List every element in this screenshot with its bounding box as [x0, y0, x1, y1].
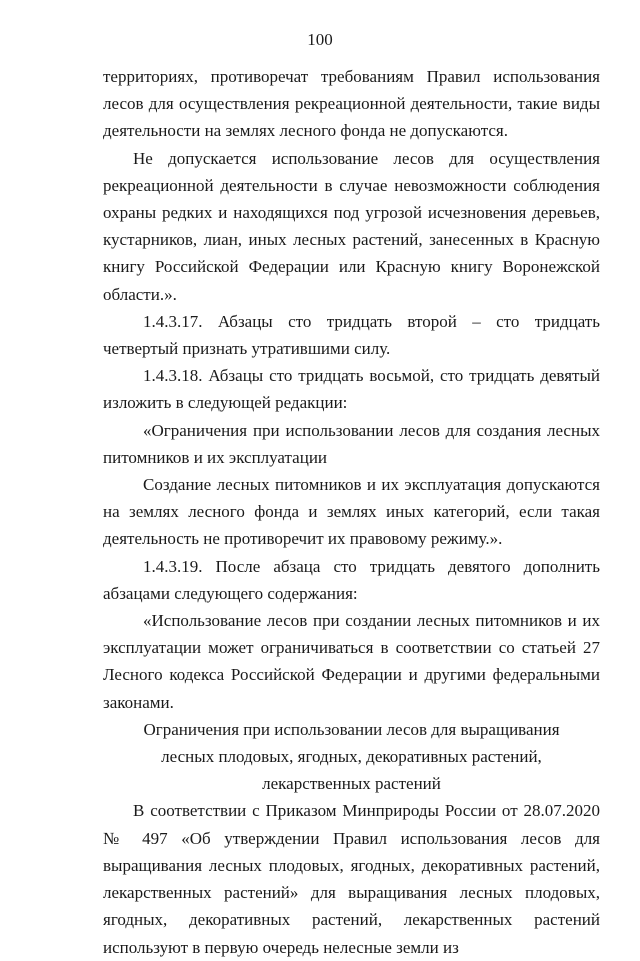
section-heading-plant-cultivation: Ограничения при использовании лесов для выращивания лесных плодовых, ягодных, декоративных растений, лекарственных растений [143, 719, 560, 794]
paragraph-1-4-3-17: 1.4.3.17. Абзацы сто тридцать второй – сто тридцать четвертый признать утратившими силу. [103, 311, 600, 359]
paragraph-1-4-3-19: 1.4.3.19. После абзаца сто тридцать девятого дополнить абзацами следующего содержания: [103, 556, 600, 603]
paragraph-order-497: В соответствии с Приказом Минприроды России от 28.07.2020 № 497 «Об утверждении Правил использования лесов для выращивания лесных плодовых, ягодных, декоративных растений, лекарственных растений» для выращивания лесных плодовых, ягодных, декоративных растений, лекарственных растений используют в первую очередь нелесные земли из [103, 801, 600, 957]
paragraph-nursery-creation: Создание лесных питомников и их эксплуатация допускаются на землях лесного фонда и землях иных категорий, если такая деятельность не противоречит их правовому режиму.». [103, 475, 600, 549]
paragraph-nursery-restrictions-title: «Ограничения при использовании лесов для создания лесных питомников и их эксплуатации [103, 420, 600, 467]
paragraph-1-4-3-18: 1.4.3.18. Абзацы сто тридцать восьмой, сто тридцать девятый изложить в следующей редакции: [103, 366, 600, 413]
page-number: 100 [307, 30, 333, 49]
paragraph-recreation-ban: Не допускается использование лесов для осуществления рекреационной деятельности в случае невозможности соблюдения охраны редких и находящихся под угрозой исчезновения деревьев, кустарников, лиан, иных лесных растений, занесенных в Красную книгу Российской Федерации или Красную книгу Воронежской области.». [103, 148, 600, 304]
paragraph-territories: территориях, противоречат требованиям Правил использования лесов для осуществления рекреационной деятельности, такие виды деятельности на землях лесного фонда не допускаются. [103, 67, 600, 141]
document-body [103, 63, 600, 961]
paragraph-nursery-usage: «Использование лесов при создании лесных питомников и их эксплуатации может ограничиваться в соответствии со статьей 27 Лесного кодекса Российской Федерации и другими федеральными законами. [103, 611, 600, 712]
